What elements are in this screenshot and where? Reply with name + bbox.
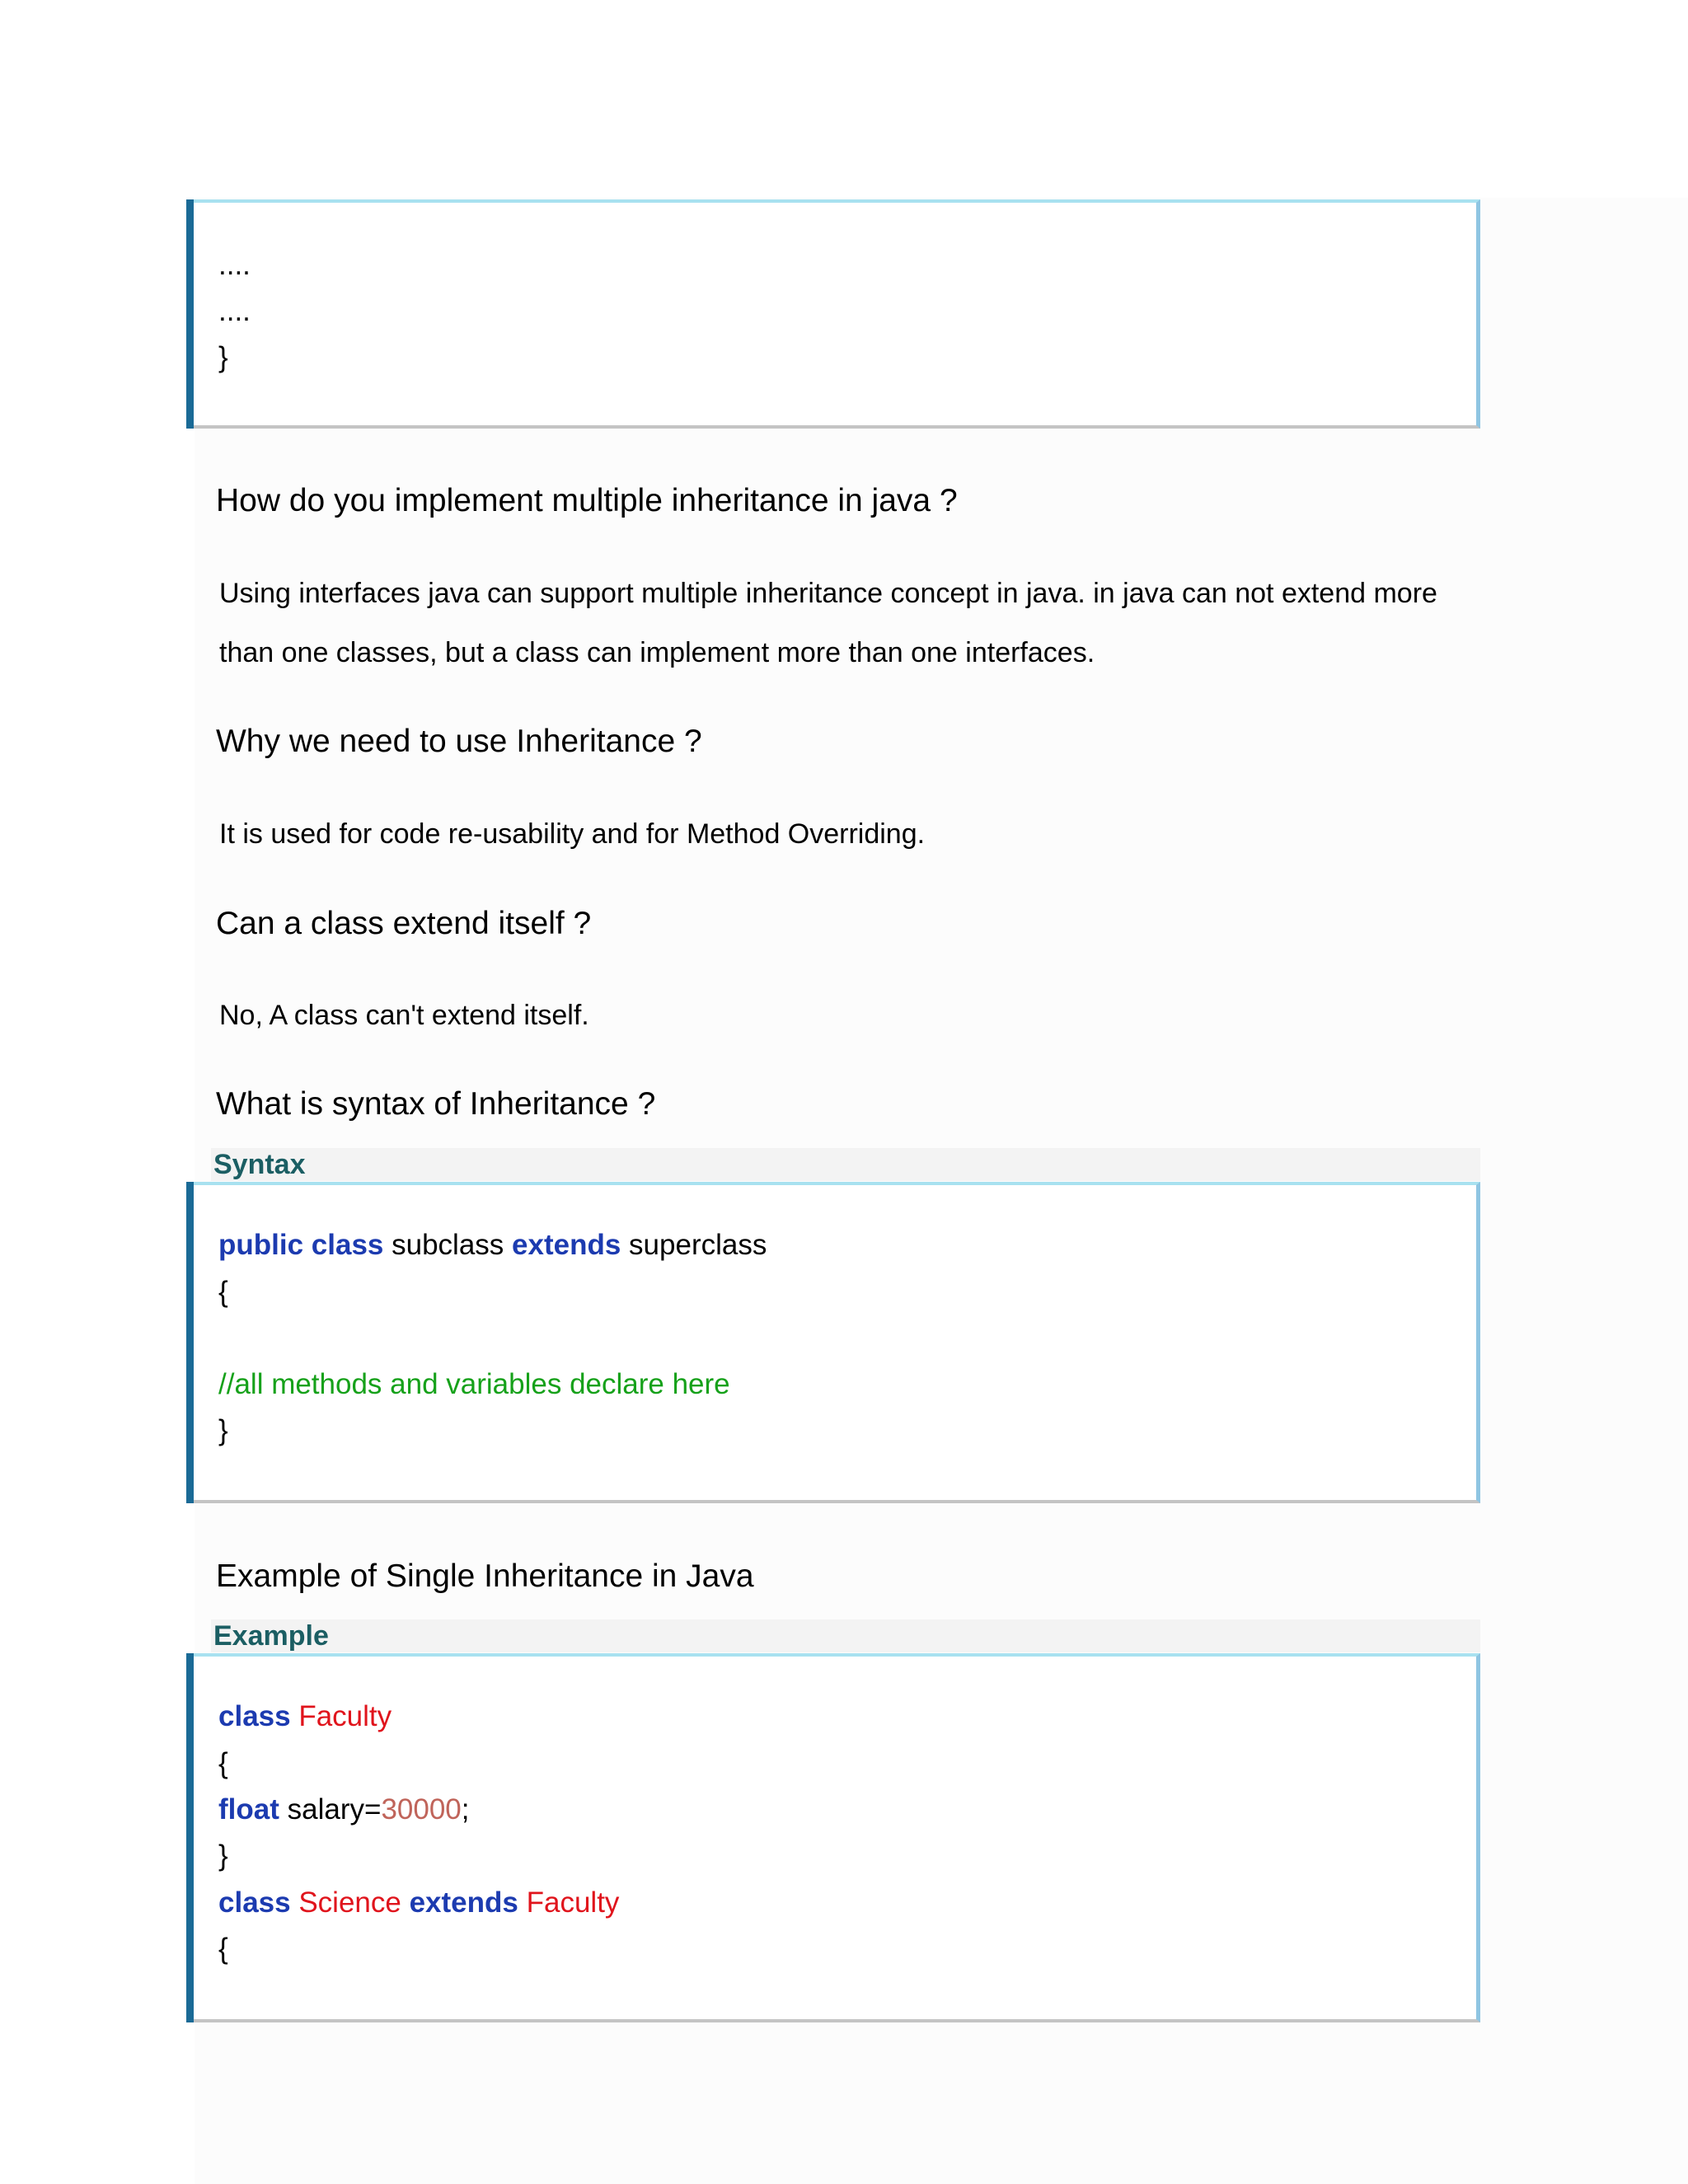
- code-line: [218, 1700, 392, 1733]
- example-label: Example: [213, 1620, 329, 1652]
- code-line: }: [218, 1414, 228, 1446]
- code-line: [218, 1793, 470, 1826]
- code-text: subclass: [392, 1229, 504, 1261]
- code-block-continued: [186, 199, 1480, 429]
- keyword: extends: [512, 1229, 621, 1261]
- question-heading: What is syntax of Inheritance ?: [216, 1086, 656, 1122]
- code-text: salary=: [287, 1793, 382, 1825]
- class-name: Science: [298, 1886, 401, 1919]
- code-line: }: [218, 341, 228, 373]
- keyword: class: [218, 1886, 291, 1919]
- question-heading: Can a class extend itself ?: [216, 906, 592, 941]
- code-comment: //all methods and variables declare here: [218, 1368, 730, 1400]
- code-line: ....: [218, 249, 251, 281]
- class-name: Faculty: [526, 1886, 620, 1919]
- answer-text: No, A class can't extend itself.: [219, 1000, 589, 1031]
- keyword: public: [218, 1229, 304, 1261]
- answer-text: than one classes, but a class can implement more than one interfaces.: [219, 637, 1095, 668]
- example-code-block: [186, 1653, 1480, 2022]
- example-heading: Example of Single Inheritance in Java: [216, 1558, 754, 1594]
- example-label-bar: [211, 1619, 1480, 1652]
- syntax-label: Syntax: [213, 1149, 306, 1180]
- code-line: [218, 1229, 767, 1262]
- keyword: class: [218, 1700, 291, 1732]
- code-line: {: [218, 1276, 228, 1308]
- code-line: [218, 1886, 619, 1919]
- code-text: ;: [461, 1793, 470, 1825]
- keyword: float: [218, 1793, 279, 1825]
- number-literal: 30000: [381, 1793, 462, 1825]
- question-heading: How do you implement multiple inheritance in java ?: [216, 483, 958, 518]
- question-heading: Why we need to use Inheritance ?: [216, 724, 702, 759]
- keyword: class: [311, 1229, 384, 1261]
- syntax-code-block: [186, 1182, 1480, 1503]
- code-line: ....: [218, 295, 251, 327]
- code-line: }: [218, 1840, 228, 1872]
- class-name: Faculty: [298, 1700, 392, 1732]
- keyword: extends: [409, 1886, 518, 1919]
- code-line: {: [218, 1933, 228, 1965]
- answer-text: It is used for code re-usability and for Method Overriding.: [219, 818, 926, 850]
- code-text: superclass: [629, 1229, 767, 1261]
- code-line: {: [218, 1747, 228, 1779]
- syntax-label-bar: [211, 1148, 1480, 1181]
- answer-text: Using interfaces java can support multiple inheritance concept in java. in java can not extend more: [219, 578, 1437, 609]
